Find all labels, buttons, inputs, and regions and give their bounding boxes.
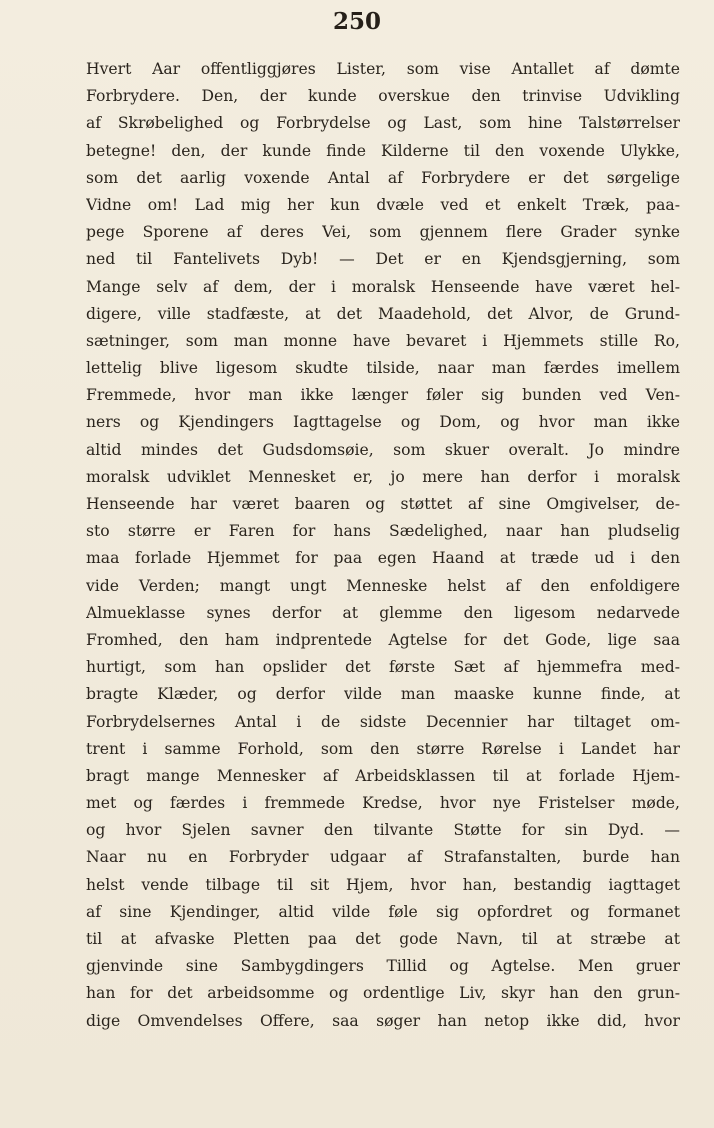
text-line: bragt mange Mennesker af Arbeidsklassen til at forlade Hjem-	[86, 766, 680, 785]
body-text	[86, 56, 680, 1035]
text-line: af Skrøbelighed og Forbrydelse og Last, som hine Talstørrelser	[86, 114, 680, 133]
text-line: helst vende tilbage til sit Hjem, hvor han, bestandig iagttaget	[86, 875, 680, 894]
text-line: som det aarlig voxende Antal af Forbrydere er det sørgelige	[86, 168, 680, 187]
text-line: digere, ville stadfæste, at det Maadehold, det Alvor, de Grund-	[86, 304, 680, 323]
text-line: Forbrydere. Den, der kunde overskue den trinvise Udvikling	[86, 87, 680, 106]
text-line: sætninger, som man monne have bevaret i Hjemmets stille Ro,	[86, 331, 680, 350]
text-line: Fremmede, hvor man ikke længer føler sig bunden ved Ven-	[86, 386, 680, 405]
text-line: dige Omvendelses Offere, saa søger han netop ikke did, hvor	[86, 1011, 680, 1030]
text-line: til at afvaske Pletten paa det gode Navn, til at stræbe at	[86, 930, 680, 948]
page-number: 250	[332, 8, 381, 35]
text-line: af sine Kjendinger, altid vilde føle sig opfordret og formanet	[86, 902, 680, 921]
text-line: Hvert Aar offentliggjøres Lister, som vise Antallet af dømte	[86, 60, 680, 78]
text-line: ners og Kjendingers Iagttagelse og Dom, og hvor man ikke	[86, 413, 680, 432]
text-line: moralsk udviklet Mennesket er, jo mere han derfor i moralsk	[86, 467, 680, 486]
text-line: trent i samme Forhold, som den større Rørelse i Landet har	[86, 739, 680, 758]
text-line: Mange selv af dem, der i moralsk Henseende have været hel-	[86, 277, 680, 296]
text-line: Forbrydelsernes Antal i de sidste Decennier har tiltaget om-	[86, 712, 680, 731]
text-line: betegne! den, der kunde finde Kilderne til den voxende Ulykke,	[86, 141, 680, 160]
text-line: gjenvinde sine Sambygdingers Tillid og Agtelse. Men gruer	[86, 957, 680, 976]
text-line: pege Sporene af deres Vei, som gjennem flere Grader synke	[86, 223, 680, 242]
text-line: sto større er Faren for hans Sædelighed, naar han pludselig	[86, 522, 680, 541]
text-line: Henseende har været baaren og støttet af sine Omgivelser, de-	[86, 495, 680, 513]
text-line: lettelig blive ligesom skudte tilside, naar man færdes imellem	[86, 359, 680, 378]
text-line: altid mindes det Gudsdomsøie, som skuer overalt. Jo mindre	[86, 440, 680, 459]
text-line: Fromhed, den ham indprentede Agtelse for det Gode, lige saa	[86, 630, 680, 649]
text-line: bragte Klæder, og derfor vilde man maaske kunne finde, at	[86, 685, 680, 704]
text-line: met og færdes i fremmede Kredse, hvor nye Fristelser møde,	[86, 794, 680, 813]
text-line: vide Verden; mangt ungt Menneske helst af den enfoldigere	[86, 576, 680, 595]
text-line: ned til Fantelivets Dyb! — Det er en Kjendsgjerning, som	[86, 250, 680, 269]
text-line: hurtigt, som han opslider det første Sæt af hjemmefra med-	[86, 658, 680, 677]
text-line: Naar nu en Forbryder udgaar af Strafanstalten, burde han	[86, 848, 680, 867]
text-line: maa forlade Hjemmet for paa egen Haand at træde ud i den	[86, 549, 680, 568]
text-line: og hvor Sjelen savner den tilvante Støtte for sin Dyd. —	[86, 821, 680, 840]
text-line: han for det arbeidsomme og ordentlige Liv, skyr han den grun-	[86, 984, 680, 1003]
text-line: Vidne om! Lad mig her kun dvæle ved et enkelt Træk, paa-	[86, 195, 680, 214]
text-line: Almueklasse synes derfor at glemme den ligesom nedarvede	[86, 603, 680, 622]
